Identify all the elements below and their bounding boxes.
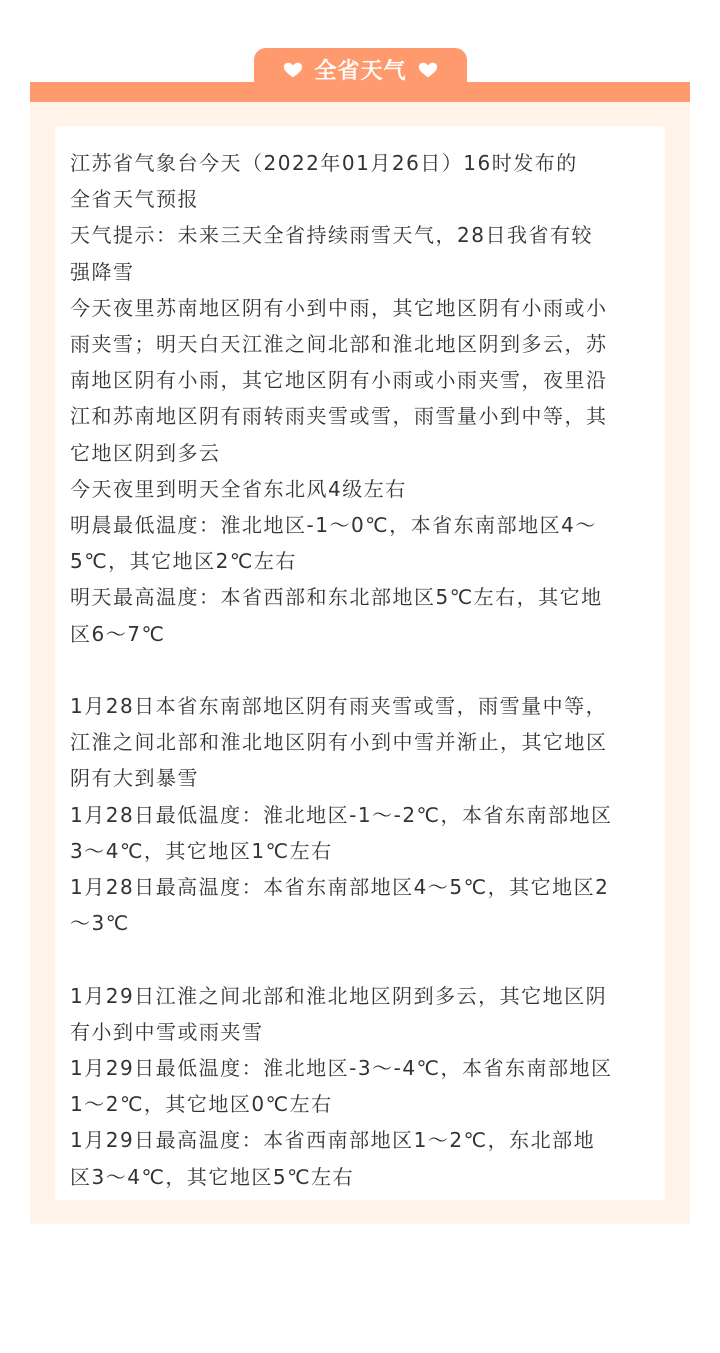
forecast-line: 强降雪 — [70, 259, 135, 284]
forecast-line: 今天夜里到明天全省东北风4级左右 — [70, 476, 407, 501]
forecast-blank-line — [70, 652, 650, 688]
forecast-line: 今天夜里苏南地区阴有小到中雨，其它地区阴有小雨或小 — [70, 295, 608, 320]
forecast-line: 1月29日最高温度：本省西南部地区1～2℃，东北部地 — [70, 1128, 596, 1153]
section-title-tab — [254, 48, 467, 90]
forecast-line: 1月29日江淮之间北部和淮北地区阴到多云，其它地区阴 — [70, 983, 608, 1008]
forecast-line: 区6～7℃ — [70, 621, 166, 646]
forecast-line: 明晨最低温度：淮北地区-1～0℃，本省东南部地区4～ — [70, 513, 597, 538]
forecast-line: 南地区阴有小雨，其它地区阴有小雨或小雨夹雪，夜里沿 — [70, 368, 608, 393]
forecast-line: 江苏省气象台今天（2022年01月26日）16时发布的 — [70, 151, 578, 175]
forecast-line: 江淮之间北部和淮北地区阴有小到中雪并渐止，其它地区 — [70, 730, 608, 755]
forecast-line: 区3～4℃，其它地区5℃左右 — [70, 1164, 355, 1189]
forecast-line: 1月29日最低温度：淮北地区-3～-4℃，本省东南部地区 — [70, 1056, 613, 1081]
forecast-line: 天气提示：未来三天全省持续雨雪天气，28日我省有较 — [70, 223, 593, 248]
forecast-line: 雨夹雪；明天白天江淮之间北部和淮北地区阴到多云，苏 — [70, 332, 608, 357]
weather-forecast-card — [55, 126, 665, 1200]
forecast-line: 3～4℃，其它地区1℃左右 — [70, 838, 333, 863]
section-title: 全省天气 — [314, 58, 407, 84]
forecast-line: 有小到中雪或雨夹雪 — [70, 1019, 264, 1044]
forecast-line: 江和苏南地区阴有雨转雨夹雪或雪，雨雪量小到中等，其 — [70, 404, 608, 429]
forecast-line: 明天最高温度：本省西部和东北部地区5℃左右，其它地 — [70, 585, 603, 610]
forecast-line: 1月28日最高温度：本省东南部地区4～5℃，其它地区2 — [70, 875, 610, 900]
forecast-blank-line — [70, 941, 650, 977]
forecast-line: ～3℃ — [70, 911, 130, 936]
forecast-line: 1月28日最低温度：淮北地区-1～-2℃，本省东南部地区 — [70, 802, 613, 827]
forecast-line: 全省天气预报 — [70, 187, 199, 212]
forecast-line: 1～2℃，其它地区0℃左右 — [70, 1092, 333, 1117]
forecast-line: 阴有大到暴雪 — [70, 766, 199, 791]
heart-icon — [417, 58, 439, 80]
forecast-line: 5℃，其它地区2℃左右 — [70, 549, 297, 574]
forecast-line: 1月28日本省东南部地区阴有雨夹雪或雪，雨雪量中等， — [70, 694, 608, 719]
forecast-line: 它地区阴到多云 — [70, 440, 221, 465]
heart-icon — [282, 58, 304, 80]
